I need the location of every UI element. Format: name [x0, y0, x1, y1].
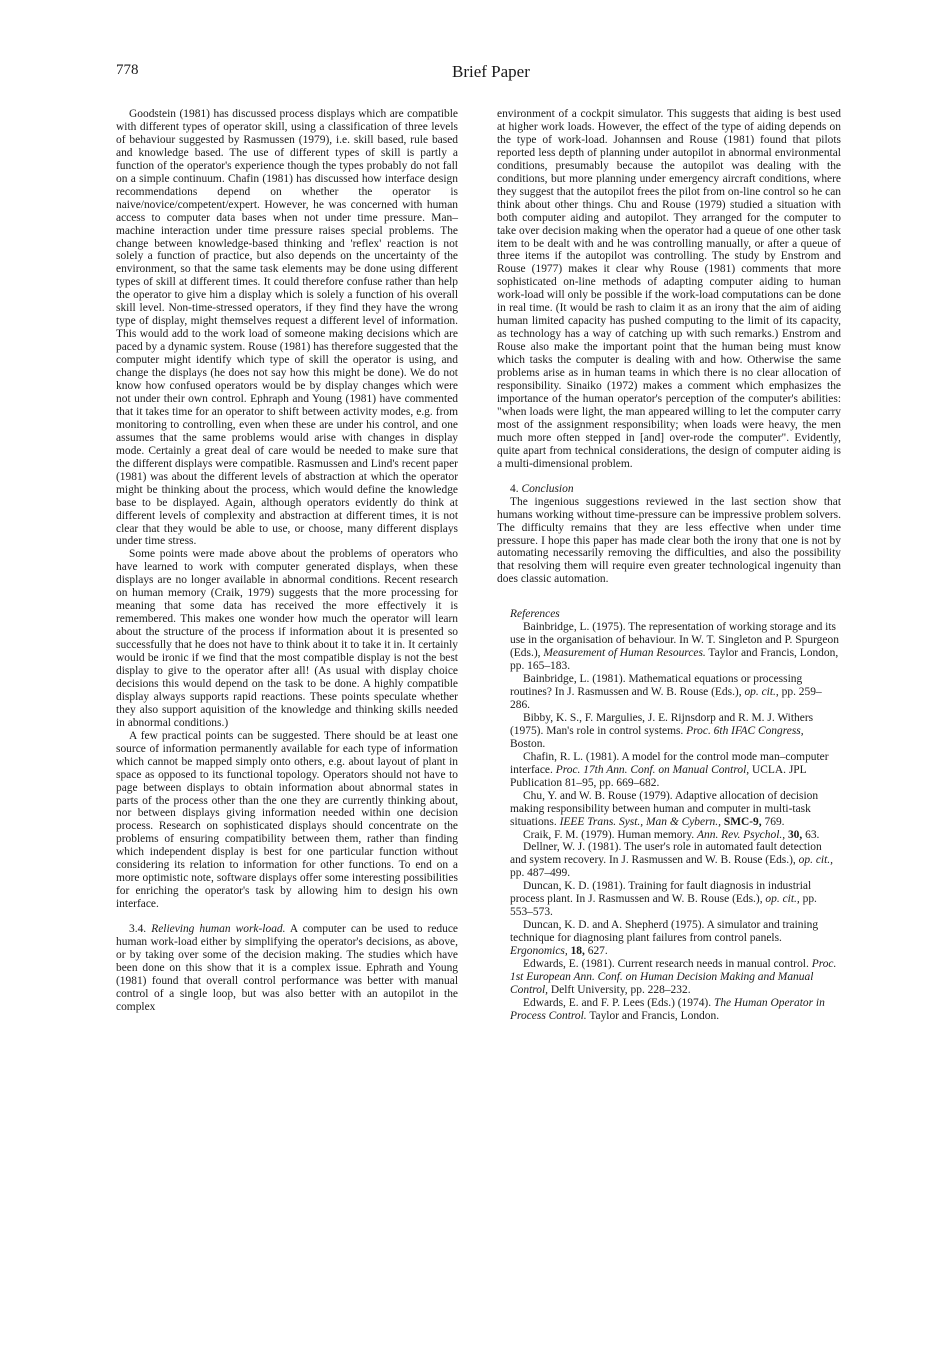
reference-entry — [497, 919, 841, 958]
reference-post: pp. 487–499. — [510, 867, 571, 880]
reference-post: UCLA. JPL Publication 81–95, pp. 669–682. — [510, 763, 807, 789]
reference-pre: Craik, F. M. (1979). Human memory. — [523, 828, 698, 841]
reference-bold: SMC-9, — [723, 815, 762, 828]
continued-paragraph: environment of a cockpit simulator. This suggests that aiding is best used at higher work loads. However, the effect of the type of aiding depends on the type of work-load. Johannsen and Rouse (1981) found that pilots reported less depth of planning under autopilot in abnormal environmental conditions, presumably because the autopilot was dealing with the conditions, but more planning under emergency aircraft conditions, where they suggest that the autopilot frees the pilot from on-line control so he can think about other things. Chu and Rouse (1979) studied a situation with both computer aiding and autopilot. They arranged for the computer to take over decision making when the operator had a queue of one other task item to be dealt with and he was controlling manually, or after a queue of three items if the autopilot was controlling. The study by Enstrom and Rouse (1977) makes it clear why Rouse (1981) comments that more sophisticated on-line methods of adapting computer aiding to human work-load will only be possible if the work-load computations can be done in real time. (It would be rash to claim it as an irony that the aim of aiding human limited capacity has pushed computing to the limit of its capacity, as technology has a way of catching up with such remarks.) Enstrom and Rouse also make the important point that the human being must know which tasks the computer is dealing with and how. Otherwise the same problems arise as in human teams in which there is no clear allocation of responsibility. Sinaiko (1972) makes a comment which emphasizes the importance of the human operator's perception of the computer's abilities: "when loads were light, the man appeared willing to let the computer carry most of the assignment responsibility; when loads were heavy, the men much more often stepped in [and] over-rode the computer". Evidently, quite apart from technical considerations, the design of computer aiding is a multi-dimensional problem. — [497, 108, 841, 470]
reference-ital: op. cit., — [765, 893, 800, 906]
reference-entry — [497, 958, 841, 997]
body-paragraph: Goodstein (1981) has discussed process displays which are compatible with different types of operator skill, using a classification of three levels of behaviour suggested by Rasmussen (1979), i.e. skill based, rule based and knowledge based. The use of different types of skill is partly a function of the operator's experience though the types probably do not fall on a simple continuum. Chafin (1981) has discussed how interface design recommendations depend on whether the operator is naive/novice/competent/expert. However, he was concerned with human access to computer data bases when not under time pressure. Man–machine interaction under time pressure raises special problems. The change between knowledge-based thinking and 'reflex' reaction is not solely a function of practice, but also depends on the uncertainty of the environment, so that the same task elements may be done using different types of skill at different times. It could therefore confuse rather than help the operator to give him a display which is solely a function of his overall skill level. Non-time-stressed operators, if they find they have the wrong type of display, might themselves request a different level of information. This would add to the work load of someone making decisions which are paced by a dynamic system. Rouse (1981) has therefore suggested that the computer might identify which type of skill the operator is using, and change the displays (he does not say how this might be done). We do not know how confused operators would be by display changes which were not under their own control. Ephraph and Young (1981) have commented that it takes time for an operator to shift between activity modes, e.g. from monitoring to controlling, even when these are under his control, and one assumes that the same problems would arise with changes in display mode. Certainly a great deal of care would be needed to make sure that the different displays were compatible. Rasmussen and Lind's recent paper (1981) was about the different levels of abstraction at which the operator might be thinking about the process, which would define the knowledge base to be displayed. Again, although operators evidently do think at different levels of complexity and abstraction at different times, it is not clear that they would be able to use, or choose, many different displays under time stress. — [116, 108, 458, 548]
reference-ital: Measurement of Human Resources. — [543, 647, 706, 660]
reference-ital: The Human Operator in Process Control. — [510, 996, 825, 1022]
reference-pre: Bainbridge, L. (1975). The representation of working storage and its use in the organisation of behaviour. In W. T. Singleton and P. Spurgeon (Eds.), — [510, 621, 839, 660]
reference-entry — [497, 673, 841, 712]
references-heading: References — [510, 608, 560, 621]
reference-post: , pp. 259–286. — [510, 686, 822, 711]
reference-pre: Bainbridge, L. (1981). Mathematical equations or processing routines? In J. Rasmussen and W. B. Rouse (Eds.), — [510, 673, 803, 699]
reference-entry — [497, 829, 841, 842]
reference-entry — [497, 841, 841, 880]
running-title: Brief Paper — [452, 62, 530, 81]
reference-post: Delft University, pp. 228–232. — [548, 983, 691, 996]
section-text: A computer can be used to reduce human work-load either by simplifying the operator's decisions, as above, or by taking over some of the decision making. The studies which have been done on this show that it is a complex issue. Ephrath and Young (1981) found that overall control performance was better with manual control of a single loop, but was also better with an autopilot in the complex — [116, 923, 459, 1013]
section-number: 3.4. — [129, 923, 147, 936]
reference-ital: Ann. Rev. Psychol., — [697, 828, 786, 841]
reference-post: Taylor and Francis, London, pp. 165–183. — [510, 647, 839, 673]
reference-post: pp. 553–573. — [510, 893, 817, 919]
reference-entry — [497, 790, 841, 829]
reference-ital: Proc. 17th Ann. Conf. on Manual Control, — [555, 763, 750, 776]
reference-tail: 627. — [584, 945, 608, 958]
reference-post: Boston. — [510, 737, 546, 750]
reference-list — [497, 621, 841, 1023]
reference-ital: Ergonomics, — [510, 945, 568, 958]
reference-entry — [497, 997, 841, 1023]
reference-pre: Duncan, K. D. and A. Shepherd (1975). A simulator and training technique for diagnosing plant failures from control panels. — [510, 919, 819, 945]
section-3-4-paragraph — [116, 923, 458, 1014]
reference-pre: Dellner, W. J. (1981). The user's role in automated fault detection and system recovery. In J. Rasmussen and W. B. Rouse (Eds.), — [510, 841, 822, 867]
reference-pre: Chu, Y. and W. B. Rouse (1979). Adaptive allocation of decision making responsibility between human and computer in multi-task situations. — [510, 789, 819, 828]
left-column — [116, 108, 458, 1014]
page-header — [0, 62, 950, 86]
body-paragraph: Some points were made above about the problems of operators who have learned to work with computer generated displays, when these displays are no longer available in abnormal conditions. Recent research on human memory (Craik, 1979) suggests that the more processing for meaning that some data has received the more effectively it is remembered. This makes one wonder how much the operator will learn about the structure of the process if information about it is presented so successfully that he does not have to think about it to take it in. It certainly would be ironic if we find that the most compatible display is not the best display to give to the operator after all! (As usual with display choice decisions this would depend on the task to be done. A highly compatible display always supports rapid reactions. These points speculate whether they also support aquisition of the knowledge and thinking skills needed in abnormal conditions.) — [116, 548, 458, 729]
reference-entry — [497, 880, 841, 919]
reference-pre: Duncan, K. D. (1981). Training for fault diagnosis in industrial process plant. In J. Rasmussen and W. B. Rouse (Eds.), — [510, 880, 812, 906]
reference-bold: 18, — [570, 945, 585, 958]
reference-entry — [497, 621, 841, 673]
reference-ital: Proc. 1st European Ann. Conf. on Human Decision Making and Manual Control, — [510, 958, 837, 996]
conclusion-number: 4. — [510, 482, 519, 495]
section-title: Relieving human work-load. — [151, 923, 286, 936]
conclusion-paragraph: The ingenious suggestions reviewed in the last section show that humans working without time-pressure can be impressive problem solvers. The difficulty remains that they are less effective when under time pressure. I hope this paper has made clear both the irony that one is not by automating necessarily removing the difficulties, and also the possibility that resolving them will require even greater technological ingenuity than does classic automation. — [497, 495, 841, 586]
right-column — [497, 108, 841, 1023]
reference-tail: 63. — [802, 828, 820, 841]
reference-entry — [497, 751, 841, 790]
body-paragraph: A few practical points can be suggested. There should be at least one source of information permanently available for each type of information which cannot be mapped simply onto others, e.g. about layout of plant in space as opposed to its functional topology. Operators should not have to page between displays to obtain information about abnormal states in parts of the process other than the one they are currently thinking about, nor between displays giving information needed within one decision process. Research on sophisticated displays should concentrate on the problems of ensuring compatibility between them, rather than finding which independent display is best for one particular function without considering its relation to information for other functions. To end on a more optimistic note, software displays offer some interesting possibilities for enriching the operator's task by allowing him to design his own interface. — [116, 729, 458, 911]
reference-entry — [497, 712, 841, 751]
conclusion-title: Conclusion — [521, 482, 574, 495]
reference-bold: 30, — [787, 828, 803, 841]
reference-ital: IEEE Trans. Syst., Man & Cybern., — [559, 815, 721, 828]
reference-ital: op. cit., — [798, 854, 833, 867]
reference-pre: Chafin, R. L. (1981). A model for the control mode man–computer interface. — [510, 750, 829, 776]
reference-ital: op. cit. — [744, 686, 776, 699]
reference-pre: Edwards, E. (1981). Current research needs in manual control. — [523, 958, 812, 971]
reference-pre: Bibby, K. S., F. Margulies, J. E. Rijnsdorp and R. M. J. Withers (1975). Man's role in control systems. — [510, 711, 814, 737]
reference-tail: 769. — [761, 815, 785, 828]
page-number: 778 — [116, 62, 139, 78]
reference-post: Taylor and Francis, London. — [586, 1009, 720, 1022]
reference-pre: Edwards, E. and F. P. Lees (Eds.) (1974). — [523, 996, 714, 1009]
conclusion-heading — [497, 483, 841, 496]
reference-ital: Proc. 6th IFAC Congress, — [686, 724, 804, 737]
